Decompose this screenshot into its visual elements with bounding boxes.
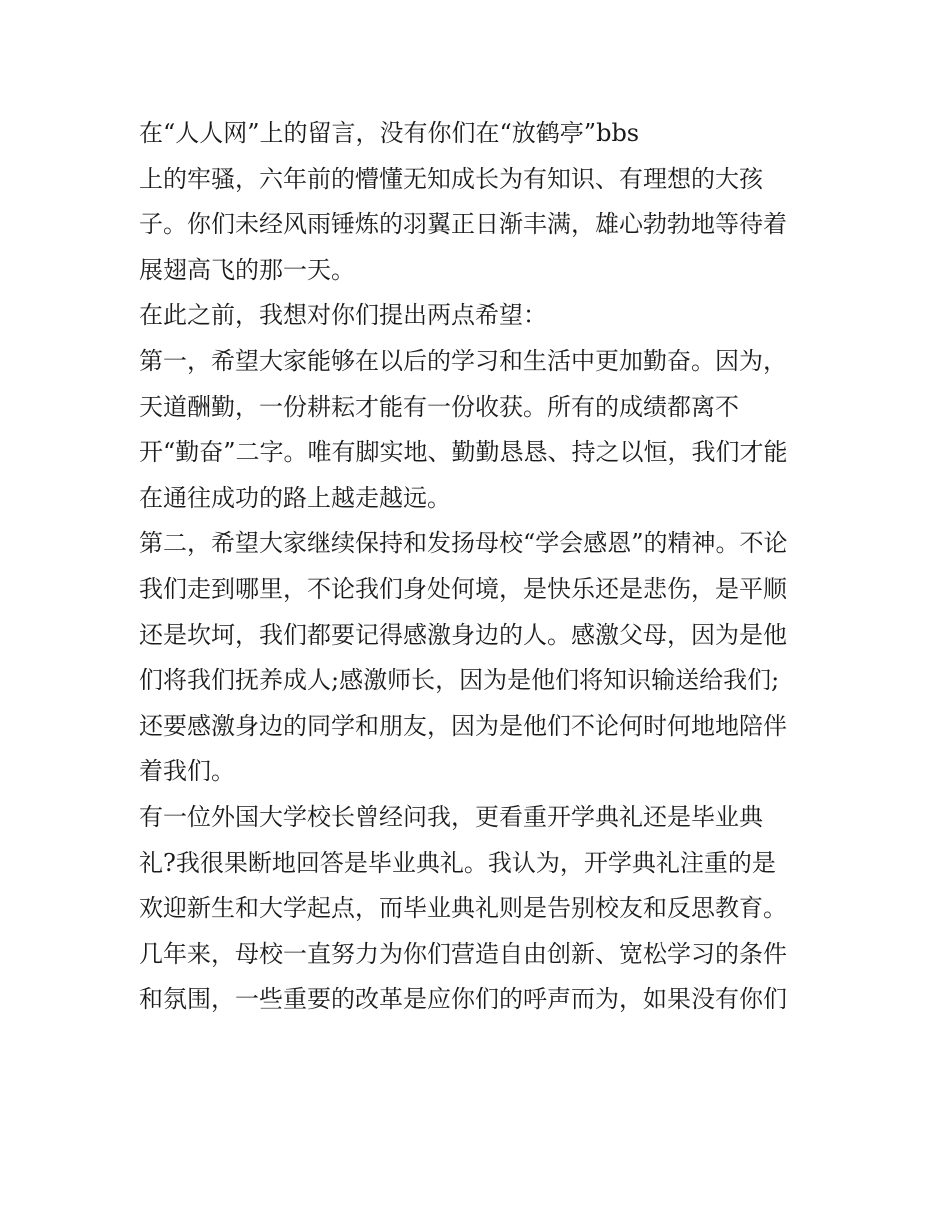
text-line: 第二，希望大家继续保持和发扬母校“学会感恩”的精神。不论 <box>139 529 788 558</box>
text-line: 着我们。 <box>139 757 235 786</box>
text-line: 还是坎坷，我们都要记得感激身边的人。感激父母，因为是他 <box>139 620 787 649</box>
text-line: 在此之前，我想对你们提出两点希望： <box>139 301 547 330</box>
text-line: 欢迎新生和大学起点，而毕业典礼则是告别校友和反思教育。 <box>139 894 787 923</box>
text-line: 第一，希望大家能够在以后的学习和生活中更加勤奋。因为， <box>139 346 787 375</box>
text-line: 在通往成功的路上越走越远。 <box>139 483 451 512</box>
text-line: 在“人人网”上的留言，没有你们在“放鹤亭”bbs <box>139 119 640 147</box>
text-line: 我们走到哪里，不论我们身处何境，是快乐还是悲伤，是平顺 <box>139 574 787 603</box>
text-line: 几年来，母校一直努力为你们营造自由创新、宽松学习的条件 <box>139 939 787 968</box>
text-line: 子。你们未经风雨锤炼的羽翼正日渐丰满，雄心勃勃地等待着 <box>139 210 787 239</box>
text-line: 展翅高飞的那一天。 <box>139 255 355 284</box>
text-line: 们将我们抚养成人;感激师长，因为是他们将知识输送给我们; <box>139 666 780 695</box>
text-line: 还要感激身边的同学和朋友，因为是他们不论何时何地地陪伴 <box>139 711 787 740</box>
text-line: 有一位外国大学校长曾经问我，更看重开学典礼还是毕业典 <box>139 802 763 831</box>
text-line: 上的牢骚，六年前的懵懂无知成长为有知识、有理想的大孩 <box>139 164 763 193</box>
document-body <box>139 111 819 1023</box>
text-line: 天道酬勤，一份耕耘才能有一份收获。所有的成绩都离不 <box>139 392 739 421</box>
text-line: 礼?我很果断地回答是毕业典礼。我认为，开学典礼注重的是 <box>139 848 776 877</box>
text-line: 开“勤奋”二字。唯有脚实地、勤勤恳恳、持之以恒，我们才能 <box>139 438 788 467</box>
text-line: 和氛围，一些重要的改革是应你们的呼声而为，如果没有你们 <box>139 985 787 1014</box>
